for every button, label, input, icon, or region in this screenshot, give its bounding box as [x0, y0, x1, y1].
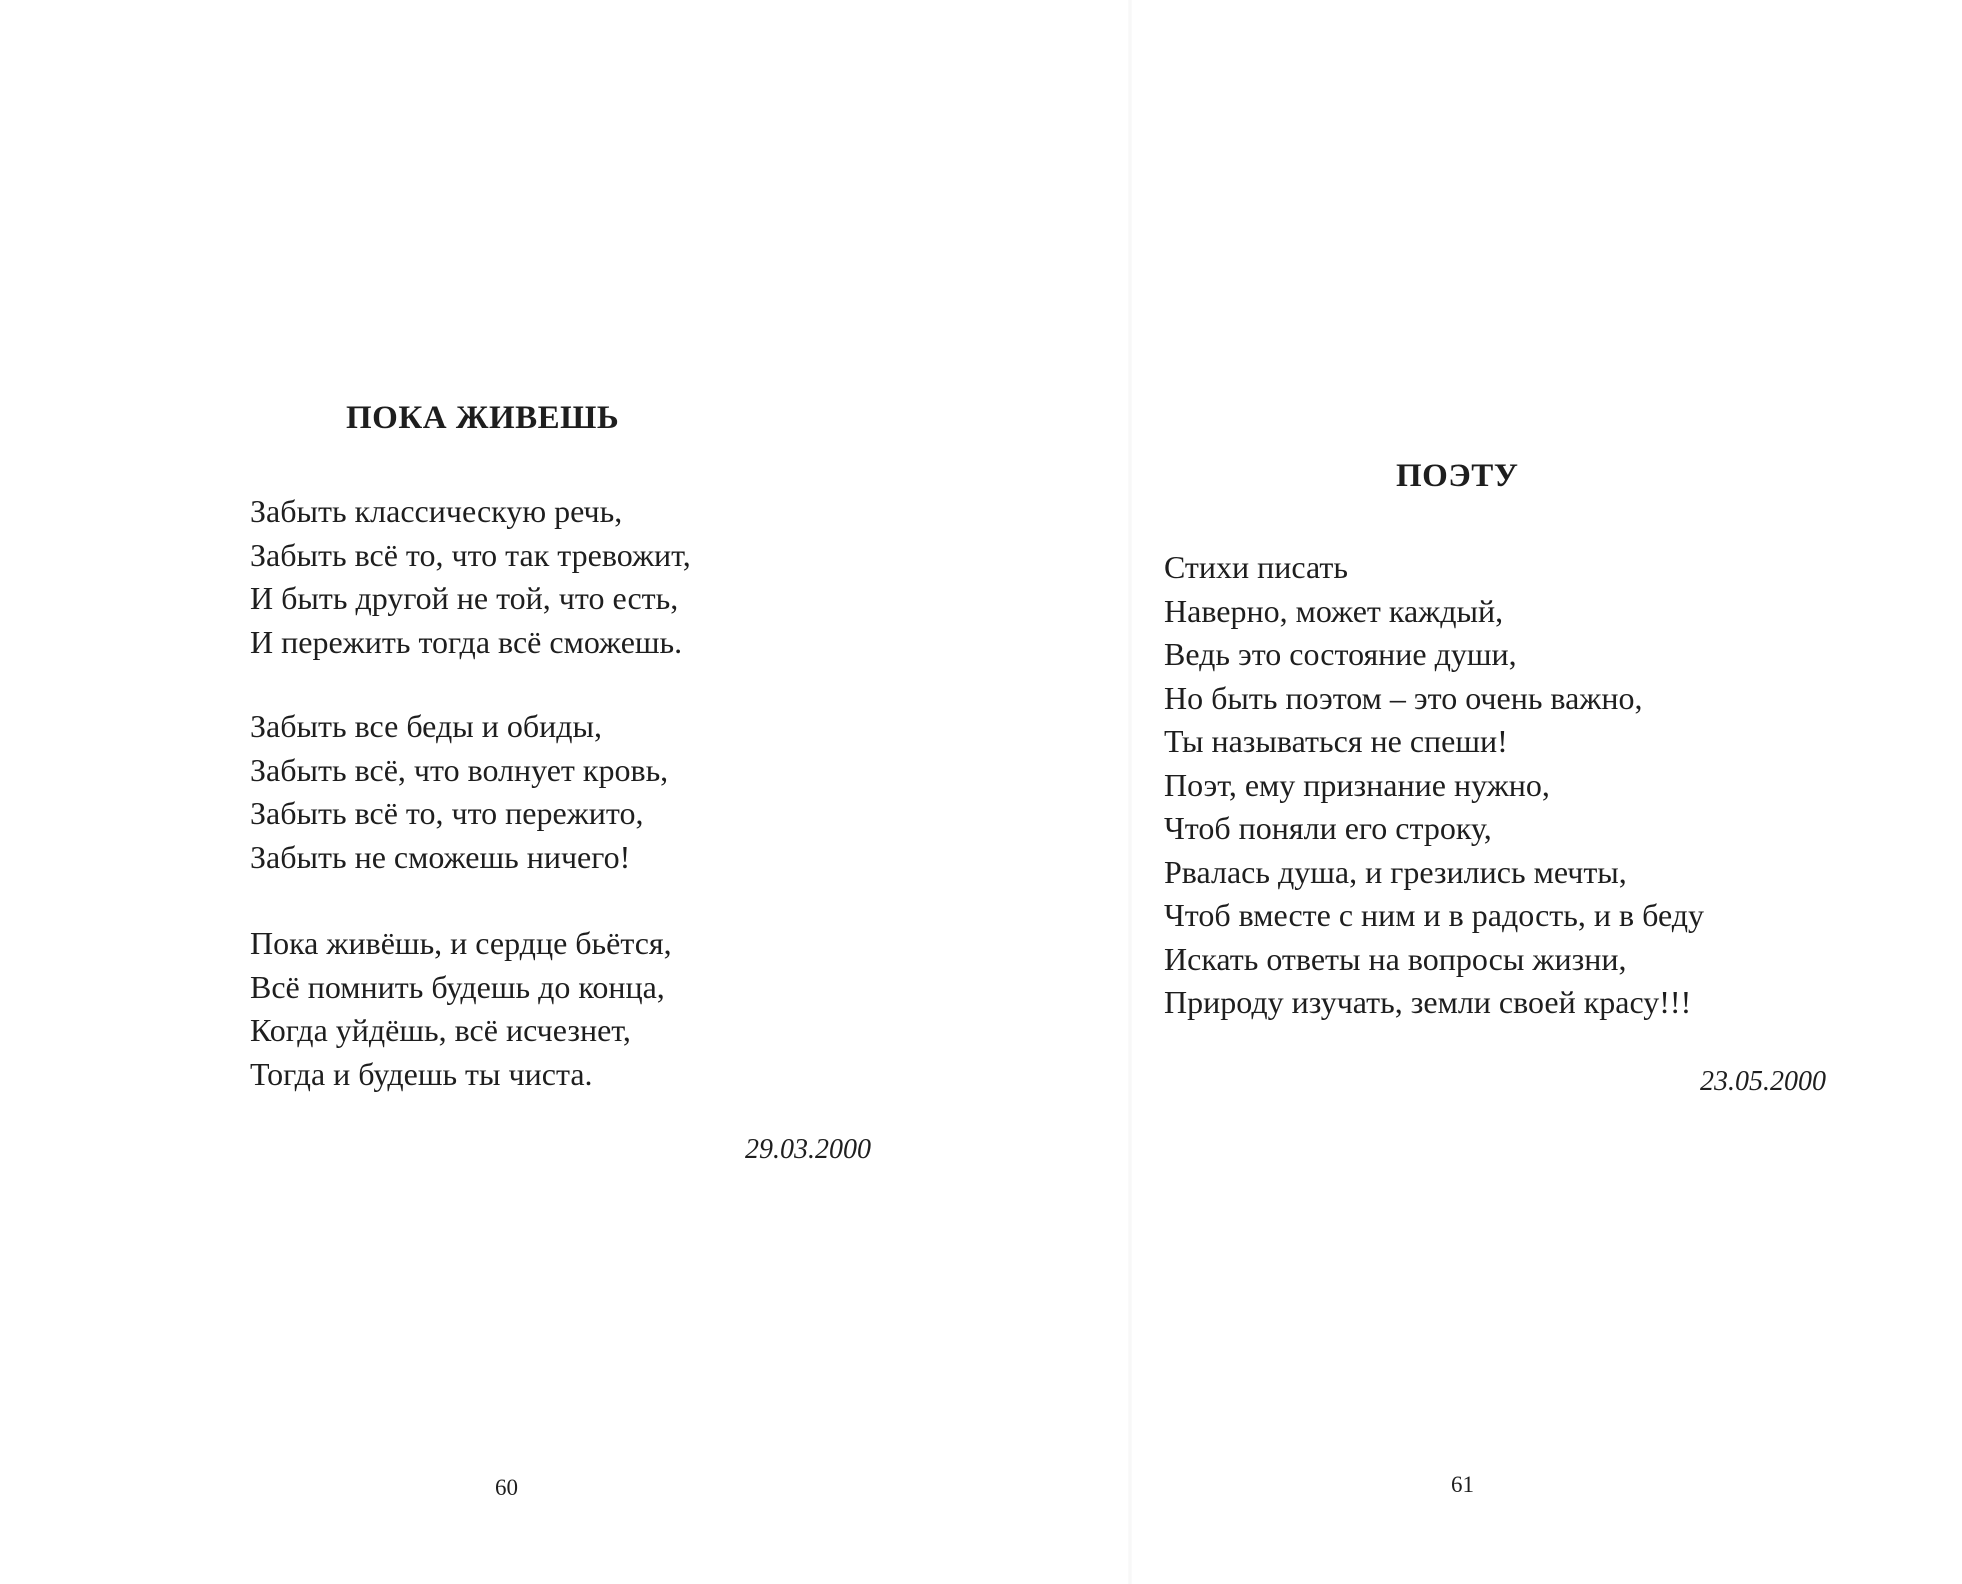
- page-number: 60: [495, 1475, 518, 1500]
- poem-date: 23.05.2000: [1700, 1066, 1826, 1097]
- poem-line: И пережить тогда всё сможешь.: [250, 623, 683, 660]
- stanza-2: [250, 705, 668, 879]
- poem-line: Чтоб поняли его строку,: [1164, 810, 1492, 846]
- stanza-1: [1164, 546, 1704, 1025]
- poem-title: ПОКА ЖИВЕШЬ: [346, 400, 620, 436]
- stanza-3: [250, 922, 672, 1096]
- poem-line: Тогда и будешь ты чиста.: [250, 1055, 593, 1092]
- poem-line: Забыть не сможешь ничего!: [250, 838, 631, 875]
- poem-line: Рвалась душа, и грезились мечты,: [1164, 853, 1627, 890]
- poem-line: Забыть всё то, что пережито,: [250, 795, 644, 831]
- poem-line: Пока живёшь, и сердце бьётся,: [250, 925, 672, 961]
- poem-line: Поэт, ему признание нужно,: [1164, 766, 1550, 803]
- poem-line: Когда уйдёшь, всё исчезнет,: [250, 1012, 631, 1048]
- poem-line: Забыть всё, что волнует кровь,: [250, 751, 669, 788]
- stanza-1: [250, 490, 691, 664]
- poem-line: Природу изучать, земли своей красу!!!: [1164, 984, 1692, 1020]
- poem-line: Но быть поэтом – это очень важно,: [1164, 679, 1643, 716]
- poem-line: И быть другой не той, что есть,: [250, 580, 679, 616]
- poem-line: Ведь это состояние души,: [1164, 636, 1517, 672]
- poem-line: Забыть всё то, что так тревожит,: [250, 536, 691, 573]
- poem-date: 29.03.2000: [745, 1134, 871, 1165]
- right-page: [1130, 0, 1962, 1584]
- poem-line: Искать ответы на вопросы жизни,: [1164, 940, 1627, 977]
- poem-line: Забыть все беды и обиды,: [250, 708, 603, 744]
- poem-line: Всё помнить будешь до конца,: [250, 968, 665, 1005]
- poem-line: Ты называться не спеши!: [1164, 723, 1508, 759]
- poem-line: Забыть классическую речь,: [250, 493, 623, 529]
- poem-title: ПОЭТУ: [1396, 458, 1519, 494]
- poem-line: Чтоб вместе с ним и в радость, и в беду: [1164, 897, 1704, 933]
- poem-line: Стихи писать: [1164, 549, 1348, 585]
- poem-line: Наверно, может каждый,: [1164, 592, 1504, 629]
- page-number: 61: [1451, 1472, 1474, 1497]
